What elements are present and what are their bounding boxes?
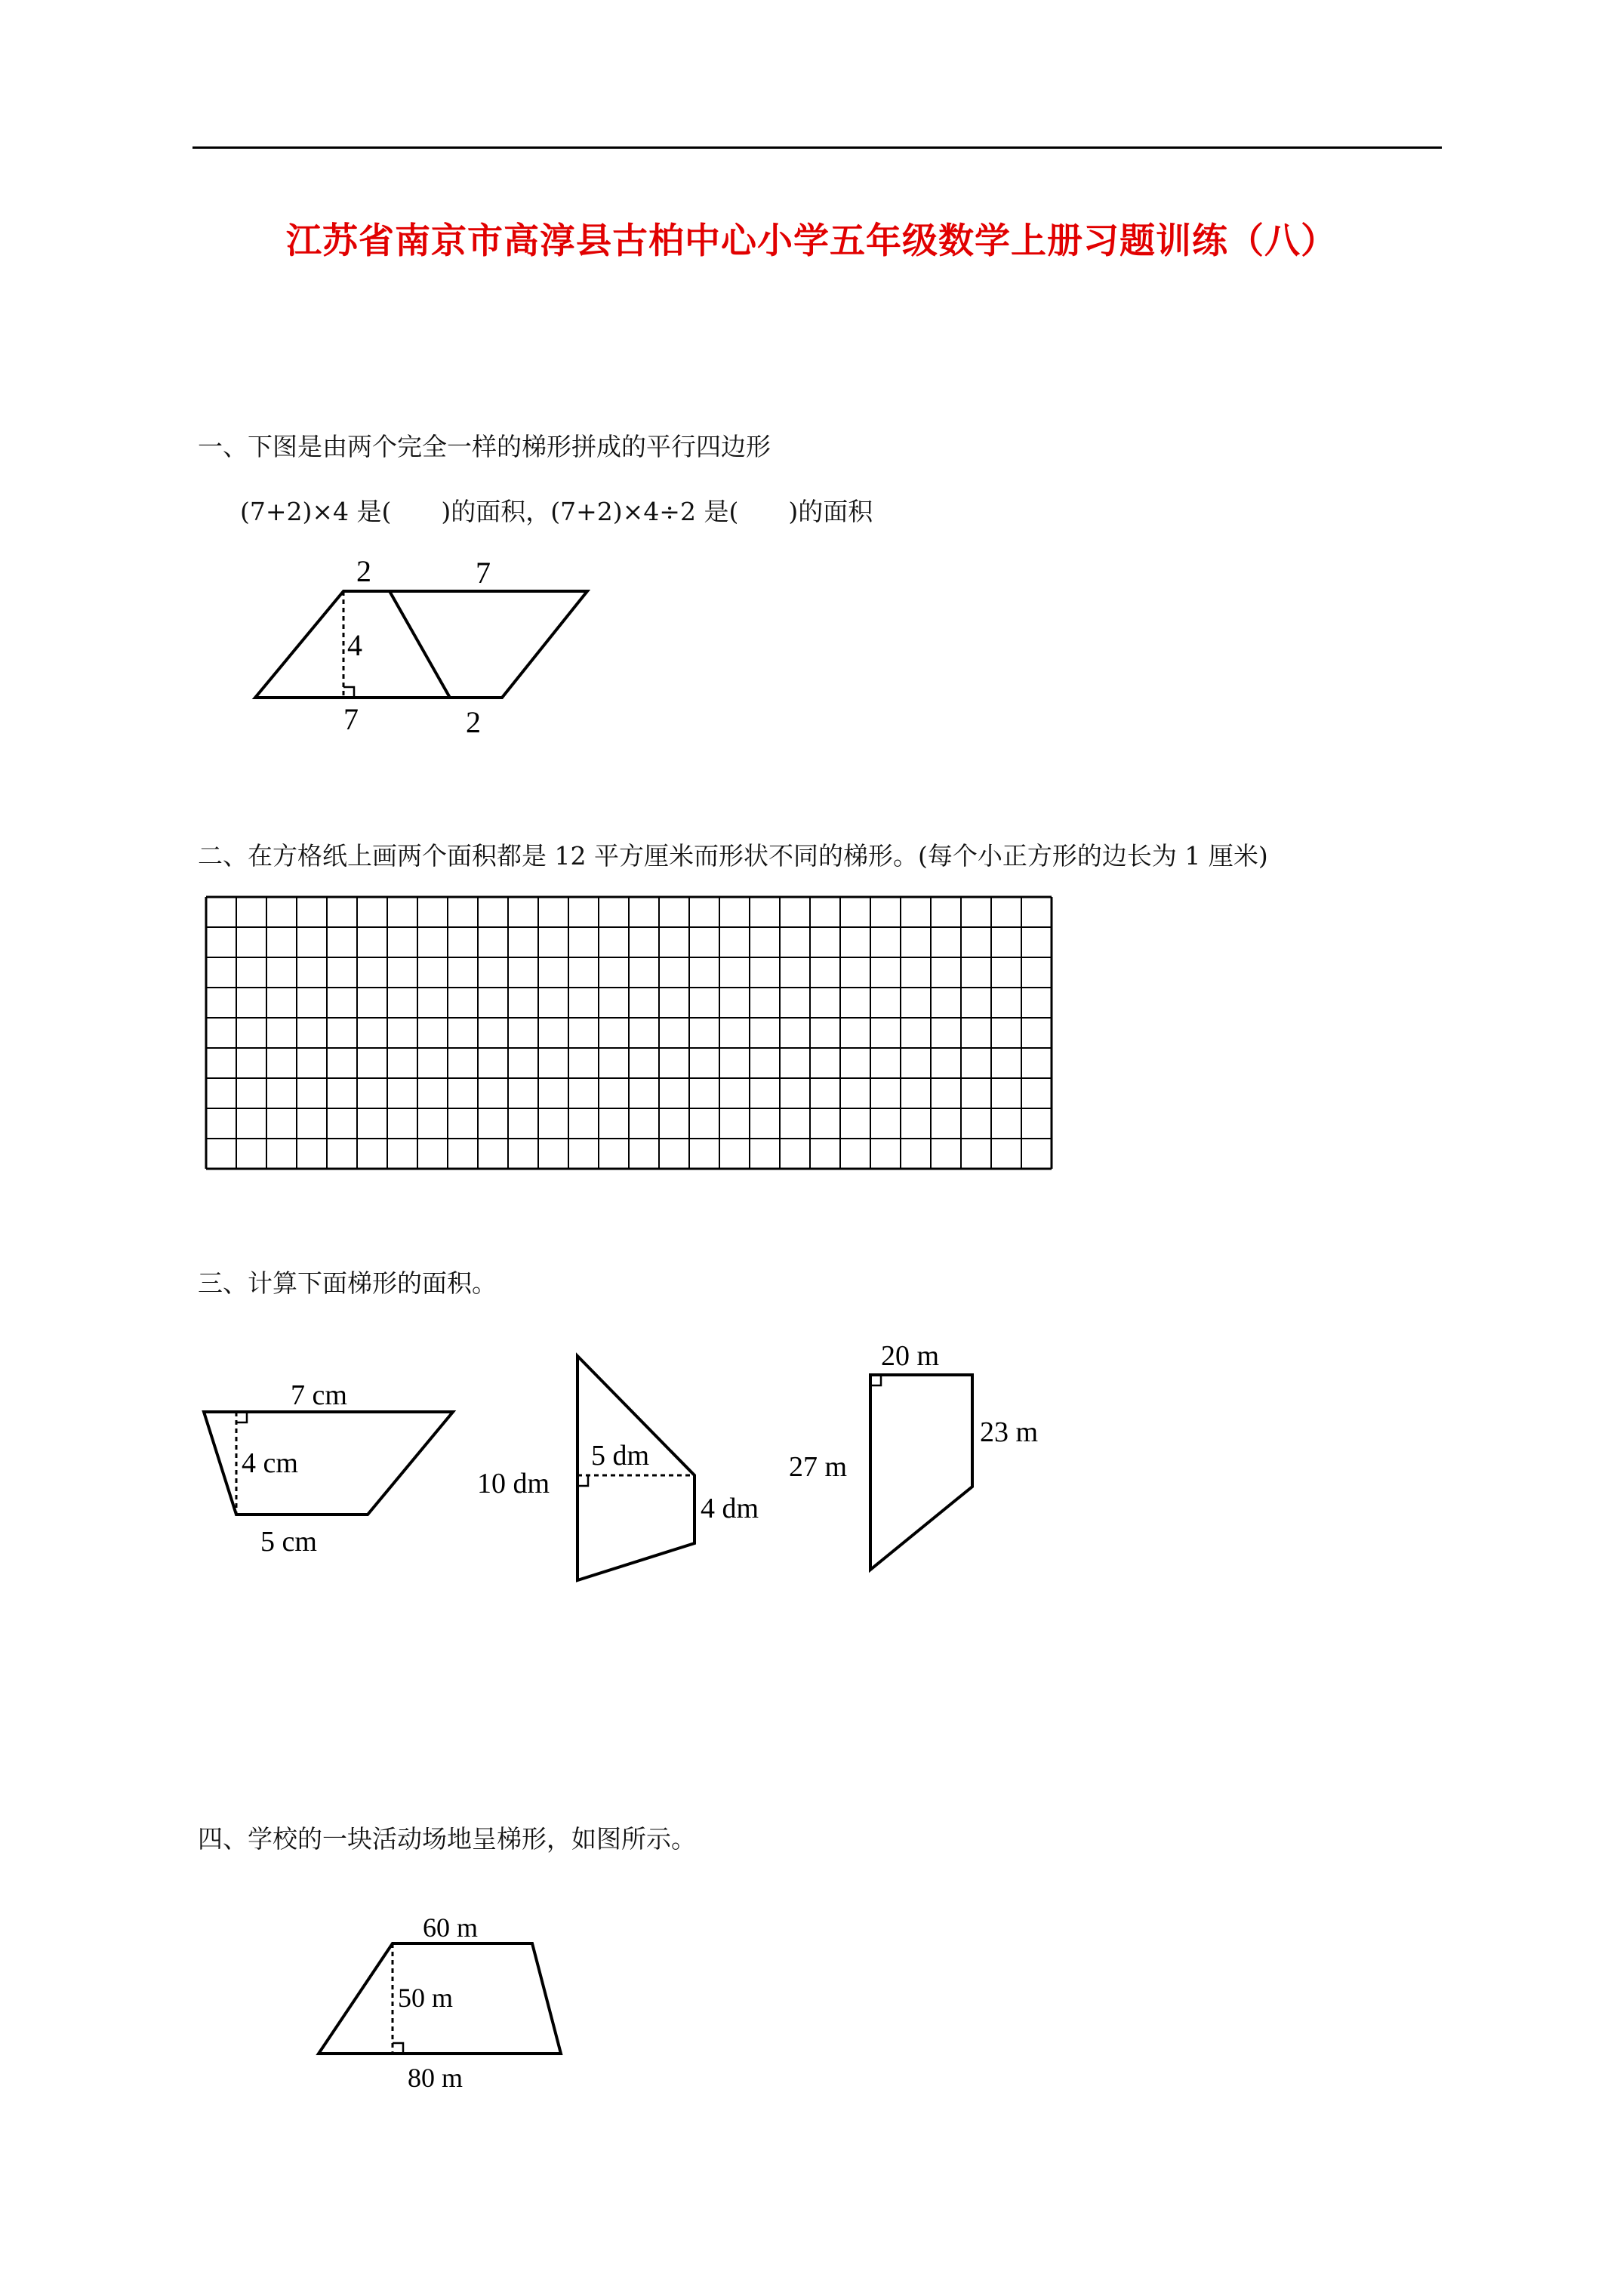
q3-fig1-bottom-label: 5 cm bbox=[260, 1526, 317, 1558]
q3-fig1-right-angle-mark bbox=[236, 1412, 247, 1422]
q3-fig3-top-label: 20 m bbox=[881, 1340, 940, 1372]
q1-right-angle-mark bbox=[343, 687, 354, 698]
q3-fig2-height-label: 5 dm bbox=[591, 1440, 650, 1472]
q3-heading: 三、计算下面梯形的面积。 bbox=[198, 1268, 497, 1298]
q4-trapezoid-figure bbox=[302, 1903, 589, 2099]
q2-heading: 二、在方格纸上画两个面积都是 12 平方厘米而形状不同的梯形。(每个小正方形的边长为 1 厘米) bbox=[198, 841, 1268, 871]
q1-line: (7+2)×4 是( )的面积，(7+2)×4÷2 是( )的面积 bbox=[240, 497, 873, 526]
q3-fig2-left-label: 10 dm bbox=[477, 1468, 550, 1499]
q3-figure-1-trapezoid bbox=[196, 1367, 468, 1563]
q1-heading: 一、下图是由两个完全一样的梯形拼成的平行四边形 bbox=[198, 432, 771, 461]
q3-figure-2-trapezoid bbox=[468, 1344, 785, 1593]
q1-label-bottom-right: 2 bbox=[466, 705, 481, 739]
q4-heading: 四、学校的一块活动场地呈梯形，如图所示。 bbox=[198, 1824, 696, 1854]
q1-dividing-line bbox=[390, 591, 450, 698]
page-title: 江苏省南京市高淳县古柏中心小学五年级数学上册习题训练（八） bbox=[286, 220, 1337, 262]
q4-right-angle-mark bbox=[393, 2043, 403, 2054]
header-rule bbox=[192, 146, 1442, 149]
q3-fig3-right-label: 23 m bbox=[980, 1416, 1039, 1448]
q3-fig1-top-label: 7 cm bbox=[291, 1379, 347, 1411]
q2-grid-paper[interactable] bbox=[204, 895, 1054, 1170]
q3-fig1-height-label: 4 cm bbox=[242, 1447, 298, 1479]
q1-label-top-right: 7 bbox=[476, 556, 491, 590]
q1-label-top-left: 2 bbox=[356, 554, 371, 588]
q3-fig3-left-label: 27 m bbox=[789, 1451, 848, 1483]
q3-figure-3-trapezoid bbox=[785, 1329, 1087, 1586]
q1-label-bottom-left: 7 bbox=[343, 702, 359, 736]
q4-top-label: 60 m bbox=[423, 1912, 479, 1943]
q3-fig2-right-label: 4 dm bbox=[701, 1493, 759, 1524]
q3-fig3-outline bbox=[870, 1375, 972, 1570]
q4-height-label: 50 m bbox=[398, 1983, 454, 2013]
q3-fig3-right-angle-mark bbox=[870, 1375, 881, 1385]
q1-label-height: 4 bbox=[347, 628, 362, 662]
q3-fig2-right-angle-mark bbox=[577, 1475, 588, 1486]
q1-parallelogram-figure bbox=[242, 551, 604, 747]
q4-bottom-label: 80 m bbox=[408, 2063, 463, 2093]
